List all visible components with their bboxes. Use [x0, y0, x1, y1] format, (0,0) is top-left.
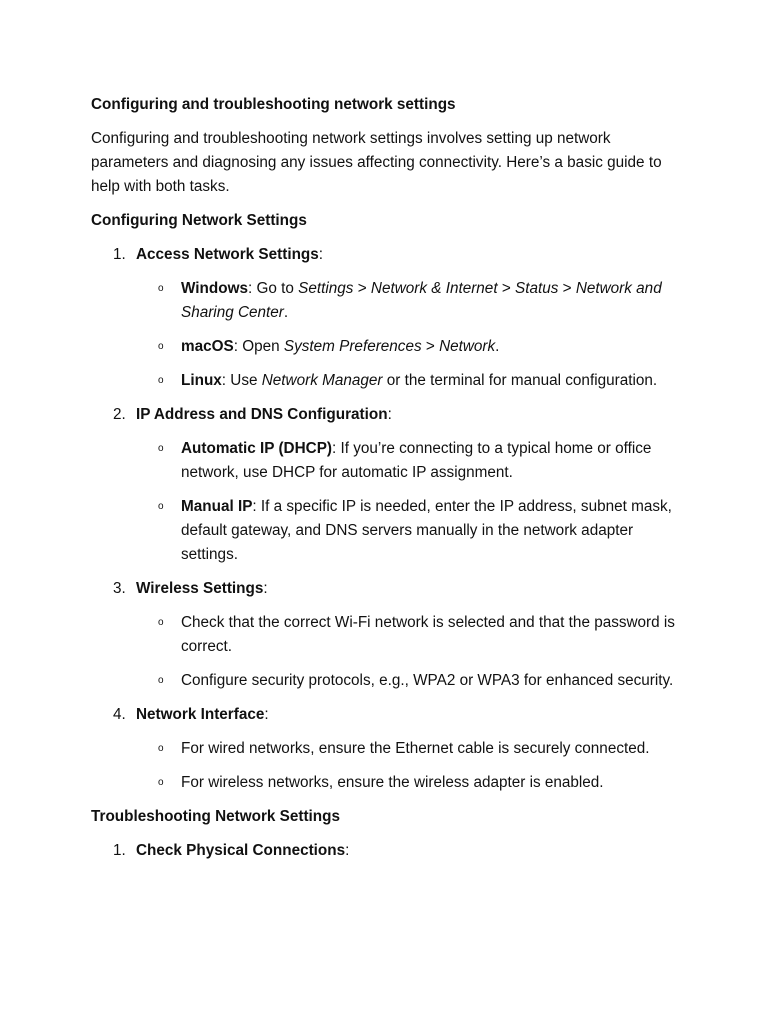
menu-path: System Preferences — [283, 338, 422, 355]
bullet-text: : Go to — [248, 280, 299, 297]
step-title: Check Physical Connections — [136, 842, 346, 859]
step-title: IP Address and DNS Configuration — [136, 406, 388, 423]
list-item-bullet — [91, 369, 691, 393]
colon: : — [264, 706, 269, 723]
bullet-label: Windows — [181, 280, 248, 297]
list-item-bullet — [91, 737, 691, 761]
step-number: 4. — [113, 706, 126, 723]
bullet-text: Configure security protocols, e.g., WPA2 or WPA3 for enhanced security. — [181, 672, 674, 689]
step-title: Network Interface — [136, 706, 265, 723]
bullet-text: : Open — [233, 338, 284, 355]
colon: : — [263, 580, 268, 597]
bullet-icon: o — [158, 617, 164, 628]
menu-path: Network and Sharing Center — [181, 280, 662, 321]
bullet-text: For wired networks, ensure the Ethernet cable is securely connected. — [181, 740, 650, 757]
path-separator: > — [353, 280, 371, 297]
bullet-text: . — [495, 338, 500, 355]
bullet-icon: o — [158, 283, 164, 294]
section-heading-configuring: Configuring Network Settings — [91, 212, 307, 229]
bullet-icon: o — [158, 443, 164, 454]
bullet-label: macOS — [181, 338, 234, 355]
bullet-icon: o — [158, 375, 164, 386]
bullet-text: or the terminal for manual configuration. — [382, 372, 658, 389]
bullet-text: : If a specific IP is needed, enter the IP address, subnet mask, default gateway, and DNS servers manually in the network adapter settings. — [181, 498, 672, 563]
menu-path: Network & Internet — [370, 280, 498, 297]
intro-paragraph: Configuring and troubleshooting network settings involves setting up network parameters and diagnosing any issues affecting connectivity. Here’s a basic guide to help with both tasks. — [91, 130, 662, 195]
bullet-text: . — [283, 304, 289, 321]
bullet-text: Check that the correct Wi-Fi network is selected and that the password is correct. — [181, 614, 675, 655]
menu-path: Status — [515, 280, 559, 297]
list-item-bullet — [91, 771, 691, 795]
step-number: 2. — [113, 406, 126, 423]
tool-name: Network Manager — [261, 372, 383, 389]
step-number: 3. — [113, 580, 126, 597]
path-separator: > — [558, 280, 576, 297]
document-page — [91, 93, 691, 873]
menu-path: Network — [439, 338, 496, 355]
list-item-step — [91, 839, 691, 863]
bullet-label: Manual IP — [181, 498, 253, 515]
list-item-step — [91, 403, 691, 427]
list-item-bullet — [91, 277, 691, 325]
menu-path: Settings — [298, 280, 354, 297]
step-title: Access Network Settings — [136, 246, 319, 263]
list-item-bullet — [91, 669, 691, 693]
list-item-step — [91, 243, 691, 267]
list-item-bullet — [91, 495, 691, 567]
bullet-icon: o — [158, 743, 164, 754]
bullet-icon: o — [158, 675, 164, 686]
path-separator: > — [497, 280, 516, 297]
bullet-text: : If you’re connecting to a typical home or office network, use DHCP for automatic IP assignment. — [181, 440, 652, 481]
document-title: Configuring and troubleshooting network settings — [91, 96, 456, 113]
bullet-label: Automatic IP (DHCP) — [181, 440, 332, 457]
bullet-label: Linux — [181, 372, 222, 389]
bullet-text: For wireless networks, ensure the wireless adapter is enabled. — [181, 774, 604, 791]
list-item-bullet — [91, 437, 691, 485]
bullet-icon: o — [158, 777, 164, 788]
step-number: 1. — [113, 246, 126, 263]
bullet-text: : Use — [221, 372, 262, 389]
list-item-bullet — [91, 335, 691, 359]
step-number: 1. — [113, 842, 126, 859]
bullet-icon: o — [158, 341, 164, 352]
colon: : — [387, 406, 392, 423]
list-item-step — [91, 703, 691, 727]
path-separator: > — [421, 338, 440, 355]
list-item-step — [91, 577, 691, 601]
bullet-icon: o — [158, 501, 164, 512]
step-title: Wireless Settings — [136, 580, 264, 597]
colon: : — [345, 842, 350, 859]
section-heading-troubleshooting: Troubleshooting Network Settings — [91, 808, 341, 825]
list-item-bullet — [91, 611, 691, 659]
colon: : — [318, 246, 324, 263]
